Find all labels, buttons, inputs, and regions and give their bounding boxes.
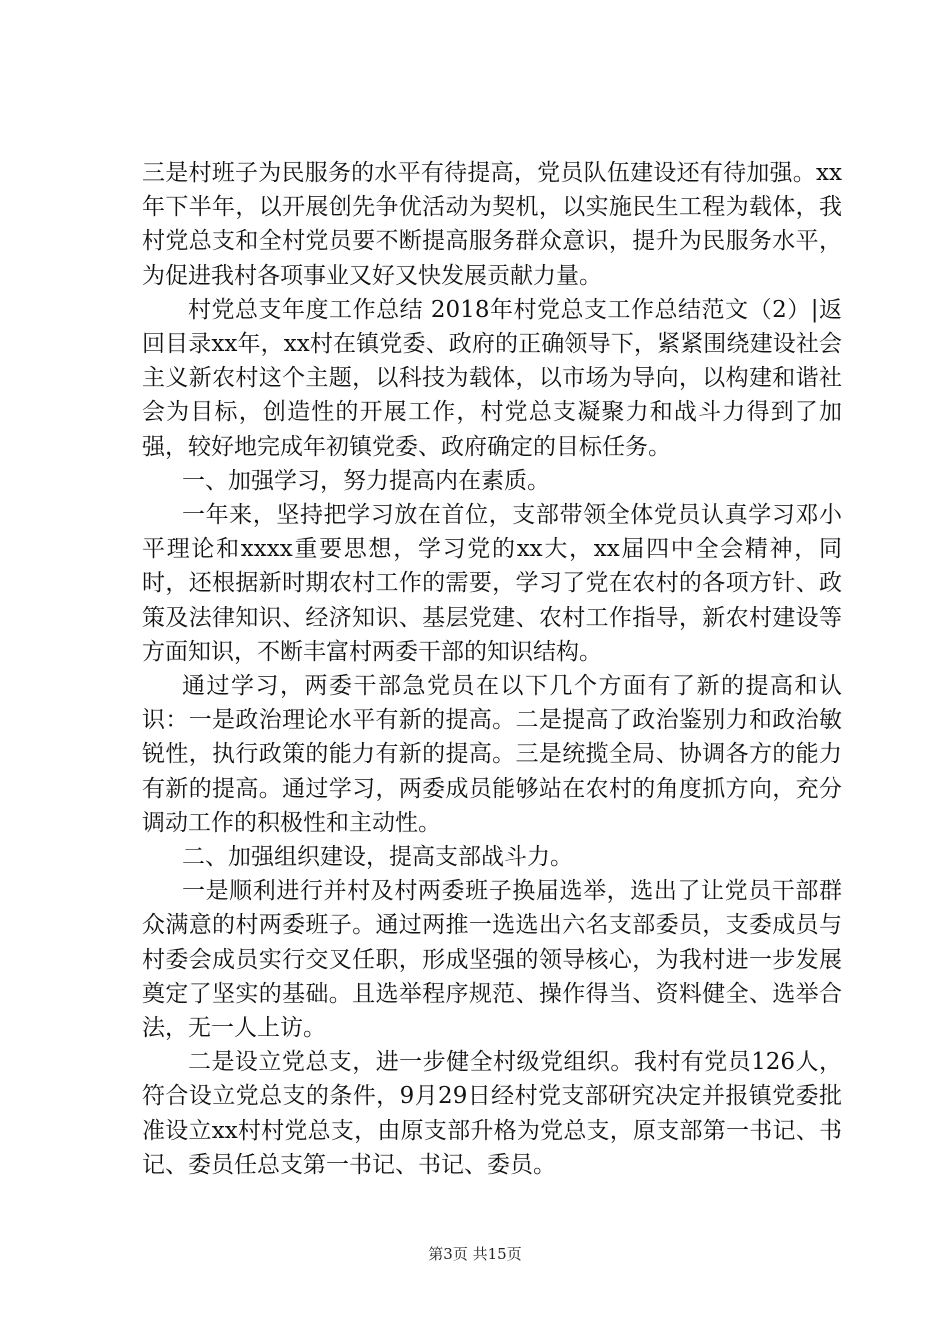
paragraph-election: 一是顺利进行并村及村两委班子换届选举，选出了让党员干部群众满意的村两委班子。通过两推一选选出六名支部委员，支委成员与村委会成员实行交叉任职，形成坚强的领导核心，为我村进一步发展奠定了坚实的基础。且选举程序规范、操作得当、资料健全、选举合法，无一人上访。 bbox=[142, 878, 842, 1042]
document-body bbox=[142, 156, 842, 1182]
paragraph-study-content: 一年来，坚持把学习放在首位，支部带领全体党员认真学习邓小平理论和xxxx重要思想，学习党的xx大，xx届四中全会精神，同时，还根据新时期农村工作的需要，学习了党在农村的各项方针、政策及法律知识、经济知识、基层党建、农村工作指导，新农村建设等方面知识，不断丰富村两委干部的知识结构。 bbox=[142, 502, 842, 665]
paragraph-party-branch: 二是设立党总支，进一步健全村级党组织。我村有党员126人，符合设立党总支的条件，9月29日经村党支部研究决定并报镇党委批准设立xx村村党总支，由原支部升格为党总支，原支部第一书记、书记、委员任总支第一书记、书记、委员。 bbox=[142, 1049, 842, 1178]
paragraph-summary-intro: 村党总支年度工作总结 2018年村党总支工作总结范文（2）|返回目录xx年，xx村在镇党委、政府的正确领导下，紧紧围绕建设社会主义新农村这个主题，以科技为载体，以市场为导向，以构建和谐社会为目标，创造性的开展工作，村党总支凝聚力和战斗力得到了加强，较好地完成年初镇党委、政府确定的目标任务。 bbox=[142, 296, 842, 460]
heading-strengthen-study: 一、加强学习，努力提高内在素质。 bbox=[182, 467, 550, 494]
page-number-footer: 第3页 共15页 bbox=[428, 1245, 522, 1263]
paragraph-study-results: 通过学习，两委干部急党员在以下几个方面有了新的提高和认识：一是政治理论水平有新的提高。二是提高了政治鉴别力和政治敏锐性，执行政策的能力有新的提高。三是统揽全局、协调各方的能力有新的提高。通过学习，两委成员能够站在农村的角度抓方向，充分调动工作的积极性和主动性。 bbox=[142, 673, 842, 836]
paragraph-service-level: 三是村班子为民服务的水平有待提高，党员队伍建设还有待加强。xx年下半年，以开展创先争优活动为契机，以实施民生工程为载体，我村党总支和全村党员要不断提高服务群众意识，提升为民服务水平，为促进我村各项事业又好又快发展贡献力量。 bbox=[142, 160, 842, 289]
heading-organization-building: 二、加强组织建设，提高支部战斗力。 bbox=[182, 844, 573, 871]
